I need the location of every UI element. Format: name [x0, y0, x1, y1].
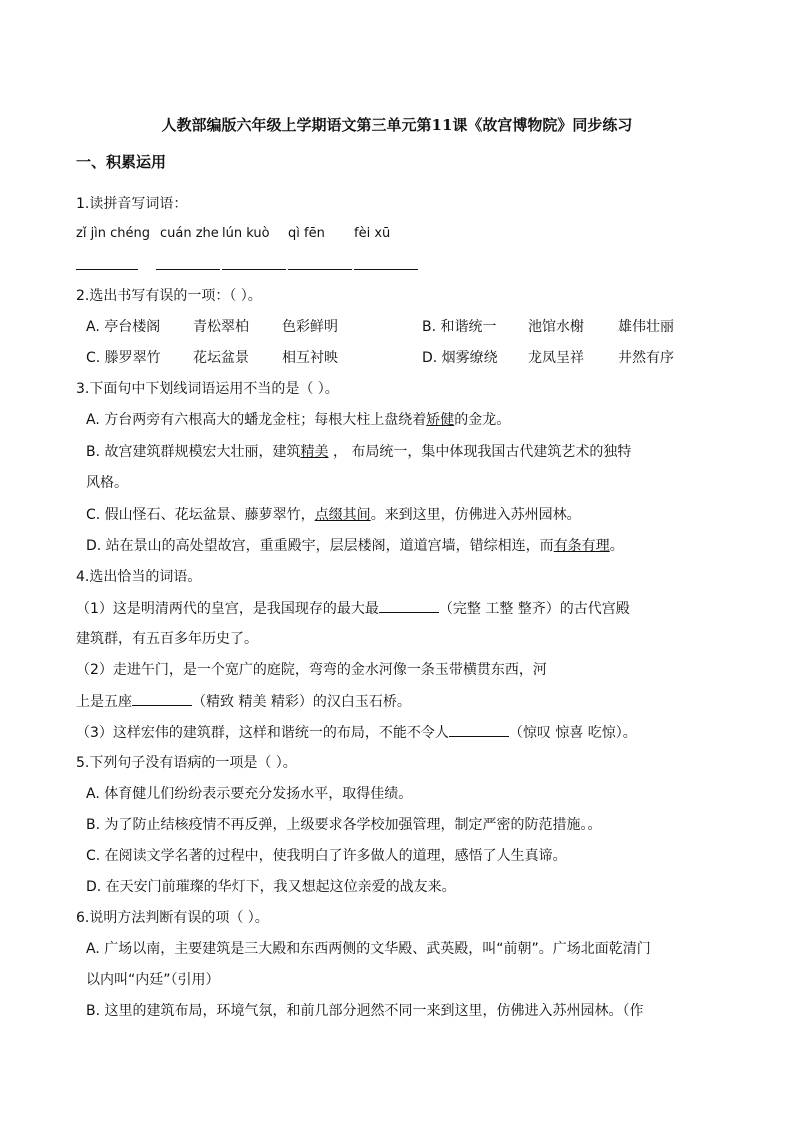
sentence-text: （惊叹 惊喜 吃惊）。	[508, 725, 637, 741]
sentence-text: （3）这样宏伟的建筑群，这样和谐统一的布局，不能不令人	[76, 725, 449, 741]
option-a-word-1: A. 亭台楼阁	[86, 319, 161, 335]
option-text: C. 假山怪石、花坛盆景、藤萝翠竹，	[86, 507, 315, 523]
answer-line[interactable]	[222, 269, 286, 270]
answer-blank[interactable]	[379, 598, 439, 613]
answer-blank[interactable]	[449, 722, 509, 737]
question-6-option-a-cont: 以内叫“内廷”（引用）	[86, 972, 220, 988]
answer-line[interactable]	[288, 269, 352, 270]
question-5-option-a: A. 体育健儿们纷纷表示要充分发扬水平，取得佳绩。	[86, 786, 413, 802]
question-4-sentence-1-cont: 建筑群，有五百多年历史了。	[76, 631, 258, 647]
answer-line[interactable]	[156, 269, 220, 270]
question-4-sentence-2-cont	[76, 691, 411, 712]
question-3-option-d	[86, 536, 624, 556]
option-c-word-1: C. 滕罗翠竹	[86, 350, 161, 366]
question-3-stem: 3.下面句中下划线词语运用不当的是（ ）。	[76, 381, 339, 397]
option-d-word-1: D. 烟雾缭绕	[422, 350, 498, 366]
option-b-word-1: B. 和谐统一	[422, 319, 497, 335]
question-4-sentence-1	[76, 598, 630, 619]
pinyin-4: qì fēn	[288, 226, 325, 241]
question-3-option-b-cont: 风格。	[86, 475, 128, 491]
underlined-word: 矫健	[426, 412, 455, 428]
question-3-option-c	[86, 505, 581, 525]
option-text: 。来到这里，仿佛进入苏州园林。	[370, 507, 581, 523]
question-5-option-c: C. 在阅读文学名著的过程中，使我明白了许多做人的道理，感悟了人生真谛。	[86, 848, 567, 864]
sentence-text: （精致 精美 精彩）的汉白玉石桥。	[192, 694, 411, 710]
question-5-option-b: B. 为了防止结核疫情不再反弹，上级要求各学校加强管理，制定严密的防范措施。。	[86, 817, 602, 833]
option-text: ， 布局统一，集中体现我国古代建筑艺术的独特	[328, 444, 632, 460]
option-a-word-2: 青松翠柏	[193, 319, 249, 335]
option-c-word-2: 花坛盆景	[193, 350, 249, 366]
question-1-stem: 1.读拼音写词语：	[76, 196, 188, 212]
question-6-option-a: A. 广场以南，主要建筑是三大殿和东西两侧的文华殿、武英殿，叫“前朝”。广场北面乾清门	[86, 941, 651, 957]
option-a-word-3: 色彩鲜明	[282, 319, 338, 335]
question-3-option-a	[86, 410, 510, 430]
question-4-stem: 4.选出恰当的词语。	[76, 569, 202, 585]
pinyin-5: fèi xū	[354, 226, 391, 241]
option-text: 。	[609, 538, 624, 554]
underlined-word: 点缀其间	[314, 507, 371, 523]
question-5-stem: 5.下列句子没有语病的一项是（ ）。	[76, 755, 297, 771]
question-2-stem: 2.选出书写有误的一项：（ ）。	[76, 288, 262, 304]
option-d-word-2: 龙凤呈祥	[528, 350, 584, 366]
option-text: 的金龙。	[454, 412, 511, 428]
option-b-word-3: 雄伟壮丽	[618, 319, 674, 335]
question-5-option-d: D. 在天安门前璀璨的华灯下，我又想起这位亲爱的战友来。	[86, 879, 456, 895]
question-6-option-b: B. 这里的建筑布局，环境气氛，和前几部分迥然不同一来到这里，仿佛进入苏州园林。（作	[86, 1003, 644, 1019]
option-text: A. 方台两旁有六根高大的蟠龙金柱；每根大柱上盘绕着	[86, 412, 427, 428]
page-title: 人教部编版六年级上学期语文第三单元第11课《故宫博物院》同步练习	[161, 116, 633, 134]
option-text: B. 故宫建筑群规模宏大壮丽，建筑	[86, 444, 301, 460]
answer-line[interactable]	[76, 269, 138, 270]
answer-line[interactable]	[354, 269, 418, 270]
question-4-sentence-3	[76, 722, 637, 743]
section-heading: 一、积累运用	[76, 153, 167, 171]
underlined-word: 有条有理	[553, 538, 610, 554]
sentence-text: （完整 工整 整齐）的古代宫殿	[438, 601, 630, 617]
option-c-word-3: 相互衬映	[282, 350, 338, 366]
option-text: D. 站在景山的高处望故宫，重重殿宇，层层楼阁，道道宫墙，错综相连，而	[86, 538, 554, 554]
question-3-option-b	[86, 442, 631, 462]
question-4-sentence-2: （2）走进午门，是一个宽广的庭院，弯弯的金水河像一条玉带横贯东西，河	[76, 662, 547, 678]
pinyin-3: lún kuò	[222, 226, 270, 241]
sentence-text: （1）这是明清两代的皇宫，是我国现存的最大最	[76, 601, 379, 617]
option-d-word-3: 井然有序	[618, 350, 674, 366]
underlined-word: 精美	[300, 444, 329, 460]
sentence-text: 上是五座	[76, 694, 132, 710]
answer-blank[interactable]	[132, 691, 192, 706]
pinyin-1: zǐ jìn chéng	[76, 226, 151, 241]
pinyin-2: cuán zhe	[160, 226, 219, 241]
option-b-word-2: 池馆水榭	[528, 319, 584, 335]
question-6-stem: 6.说明方法判断有误的项（ ）。	[76, 910, 269, 926]
